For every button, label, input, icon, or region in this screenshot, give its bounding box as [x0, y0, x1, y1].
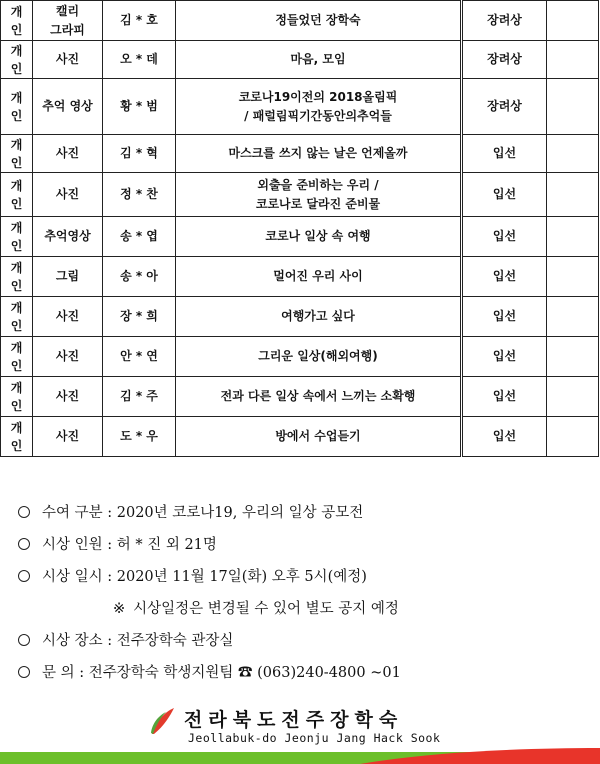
- notice-ceremony-date: 시상 일시 : 2020년 11월 17일(화) 오후 5시(예정): [18, 561, 588, 593]
- entry-category: [33, 135, 103, 173]
- notice-list: [18, 497, 588, 689]
- award-level: 입선: [462, 377, 547, 417]
- entry-category-line: 사진: [55, 146, 80, 160]
- entry-title-line: 외출을 준비하는 우리 /: [257, 177, 379, 192]
- award-level: 입선: [462, 417, 547, 457]
- entry-category-line: 추억 영상: [42, 99, 93, 113]
- recipient-name: 오 * 데: [103, 41, 176, 79]
- entry-category-line: 그림: [55, 269, 80, 283]
- participation-type: [1, 1, 33, 41]
- table-row: [1, 135, 599, 173]
- entry-title-line: 방에서 수업듣기: [275, 429, 361, 443]
- entry-category: [33, 257, 103, 297]
- remarks-cell: [547, 41, 599, 79]
- participation-type: [1, 337, 33, 377]
- entry-category: [33, 173, 103, 217]
- remarks-cell: [547, 1, 599, 41]
- table-row: [1, 41, 599, 79]
- participation-type-char: 인: [10, 278, 23, 293]
- entry-title: [176, 257, 462, 297]
- entry-title: [176, 1, 462, 41]
- entry-category: [33, 79, 103, 135]
- award-level: 장려상: [462, 79, 547, 135]
- entry-category: [33, 417, 103, 457]
- entry-category: [33, 1, 103, 41]
- participation-type-char: 개: [10, 260, 23, 275]
- participation-type-char: 인: [10, 398, 23, 413]
- entry-title-line: 전과 다른 일상 속에서 느끼는 소확행: [220, 389, 416, 403]
- entry-title: [176, 337, 462, 377]
- entry-category: [33, 297, 103, 337]
- award-level: 장려상: [462, 1, 547, 41]
- entry-category-line: 캘리: [55, 3, 80, 18]
- recipient-name: 장 * 희: [103, 297, 176, 337]
- participation-type-char: 인: [10, 318, 23, 333]
- entry-category: [33, 217, 103, 257]
- participation-type: [1, 135, 33, 173]
- remarks-cell: [547, 417, 599, 457]
- remarks-cell: [547, 377, 599, 417]
- notice-schedule-note: ※ 시상일정은 변경될 수 있어 별도 공지 예정: [113, 601, 399, 617]
- entry-title-line: 멀어진 우리 사이: [273, 269, 363, 283]
- award-level: 입선: [462, 135, 547, 173]
- participation-type-char: 인: [10, 108, 23, 123]
- participation-type-char: 개: [10, 137, 23, 152]
- recipient-name: 김 * 주: [103, 377, 176, 417]
- remarks-cell: [547, 135, 599, 173]
- entry-category: [33, 337, 103, 377]
- recipient-name: 김 * 혁: [103, 135, 176, 173]
- entry-category-line: 추억영상: [44, 229, 91, 243]
- notice-contact: 문 의 : 전주장학숙 학생지원팀 ☎ (063)240-4800 ~01: [18, 657, 588, 689]
- entry-category: [33, 377, 103, 417]
- footer-color-stripe: [0, 748, 600, 764]
- table-row: [1, 377, 599, 417]
- participation-type: [1, 297, 33, 337]
- notice-award-category: 수여 구분 : 2020년 코로나19, 우리의 일상 공모전: [18, 497, 588, 529]
- participation-type-char: 인: [10, 438, 23, 453]
- participation-type-char: 개: [10, 178, 23, 193]
- recipient-name: 도 * 우: [103, 417, 176, 457]
- entry-title-line: 코로나19이전의 2018올림픽: [238, 89, 398, 104]
- org-logo: [148, 706, 478, 746]
- recipient-name: 황 * 범: [103, 79, 176, 135]
- bullet-circle-icon: [18, 506, 30, 518]
- bullet-circle-icon: [18, 634, 30, 646]
- entry-title: [176, 217, 462, 257]
- entry-title: [176, 297, 462, 337]
- entry-title-line: 정들었던 장학숙: [275, 13, 361, 27]
- notice-recipients: 시상 인원 : 허 * 진 외 21명: [18, 529, 588, 561]
- participation-type-char: 인: [10, 238, 23, 253]
- table-row: [1, 173, 599, 217]
- recipient-name: 김 * 호: [103, 1, 176, 41]
- bullet-circle-icon: [18, 538, 30, 550]
- participation-type-char: 인: [10, 196, 23, 211]
- remarks-cell: [547, 173, 599, 217]
- org-name-roman: Jeollabuk-do Jeonju Jang Hack Sook: [188, 731, 441, 745]
- remarks-cell: [547, 79, 599, 135]
- award-level: 입선: [462, 297, 547, 337]
- table-row: [1, 217, 599, 257]
- participation-type: [1, 217, 33, 257]
- entry-title-line: 코로나로 달라진 준비물: [255, 196, 381, 211]
- remarks-cell: [547, 257, 599, 297]
- entry-category-line: 사진: [55, 389, 80, 403]
- participation-type: [1, 79, 33, 135]
- participation-type-char: 인: [10, 61, 23, 76]
- entry-title-line: 여행가고 싶다: [281, 309, 355, 323]
- notice-ceremony-place: 시상 장소 : 전주장학숙 관장실: [18, 625, 588, 657]
- recipient-name: 정 * 찬: [103, 173, 176, 217]
- table-row: [1, 79, 599, 135]
- remarks-cell: [547, 217, 599, 257]
- participation-type-char: 인: [10, 358, 23, 373]
- entry-title: [176, 135, 462, 173]
- participation-type-char: 개: [10, 420, 23, 435]
- table-row: [1, 257, 599, 297]
- recipient-name: 안 * 연: [103, 337, 176, 377]
- participation-type: [1, 377, 33, 417]
- entry-title: [176, 41, 462, 79]
- entry-title-line: 그리운 일상(해외여행): [258, 349, 378, 363]
- org-name: 전라북도전주장학숙: [184, 709, 404, 731]
- table-row: [1, 337, 599, 377]
- entry-title: [176, 79, 462, 135]
- participation-type-char: 인: [10, 155, 23, 170]
- entry-category-line: 사진: [55, 52, 80, 66]
- participation-type: [1, 173, 33, 217]
- award-level: 입선: [462, 337, 547, 377]
- participation-type: [1, 41, 33, 79]
- participation-type-char: 개: [10, 4, 23, 19]
- remarks-cell: [547, 297, 599, 337]
- entry-title: [176, 417, 462, 457]
- entry-category-line: 사진: [55, 429, 80, 443]
- award-level: 입선: [462, 257, 547, 297]
- entry-category-line: 사진: [55, 187, 80, 201]
- participation-type-char: 개: [10, 90, 23, 105]
- award-level: 입선: [462, 217, 547, 257]
- entry-title-line: 코로나 일상 속 여행: [265, 229, 371, 243]
- leaf-logo-icon: [148, 706, 178, 736]
- award-level: 장려상: [462, 41, 547, 79]
- reference-mark: ※: [113, 601, 126, 617]
- participation-type: [1, 417, 33, 457]
- table-row: [1, 417, 599, 457]
- award-level: 입선: [462, 173, 547, 217]
- remarks-cell: [547, 337, 599, 377]
- table-row: [1, 1, 599, 41]
- entry-category: [33, 41, 103, 79]
- participation-type-char: 개: [10, 380, 23, 395]
- participation-type-char: 개: [10, 300, 23, 315]
- entry-category-line: 그라피: [50, 22, 85, 37]
- table-row: [1, 297, 599, 337]
- entry-title: [176, 377, 462, 417]
- entry-title-line: 마음, 모임: [290, 52, 346, 66]
- participation-type-char: 개: [10, 220, 23, 235]
- recipient-name: 송 * 엽: [103, 217, 176, 257]
- bullet-circle-icon: [18, 570, 30, 582]
- bullet-circle-icon: [18, 666, 30, 678]
- entry-title-line: / 패럴림픽기간동안의추억들: [244, 108, 392, 123]
- entry-category-line: 사진: [55, 309, 80, 323]
- entry-title: [176, 173, 462, 217]
- entry-title-line: 마스크를 쓰지 않는 날은 언제올까: [228, 146, 408, 160]
- entry-category-line: 사진: [55, 349, 80, 363]
- participation-type-char: 개: [10, 340, 23, 355]
- recipient-name: 송 * 아: [103, 257, 176, 297]
- participation-type-char: 개: [10, 43, 23, 58]
- participation-type: [1, 257, 33, 297]
- participation-type-char: 인: [10, 22, 23, 37]
